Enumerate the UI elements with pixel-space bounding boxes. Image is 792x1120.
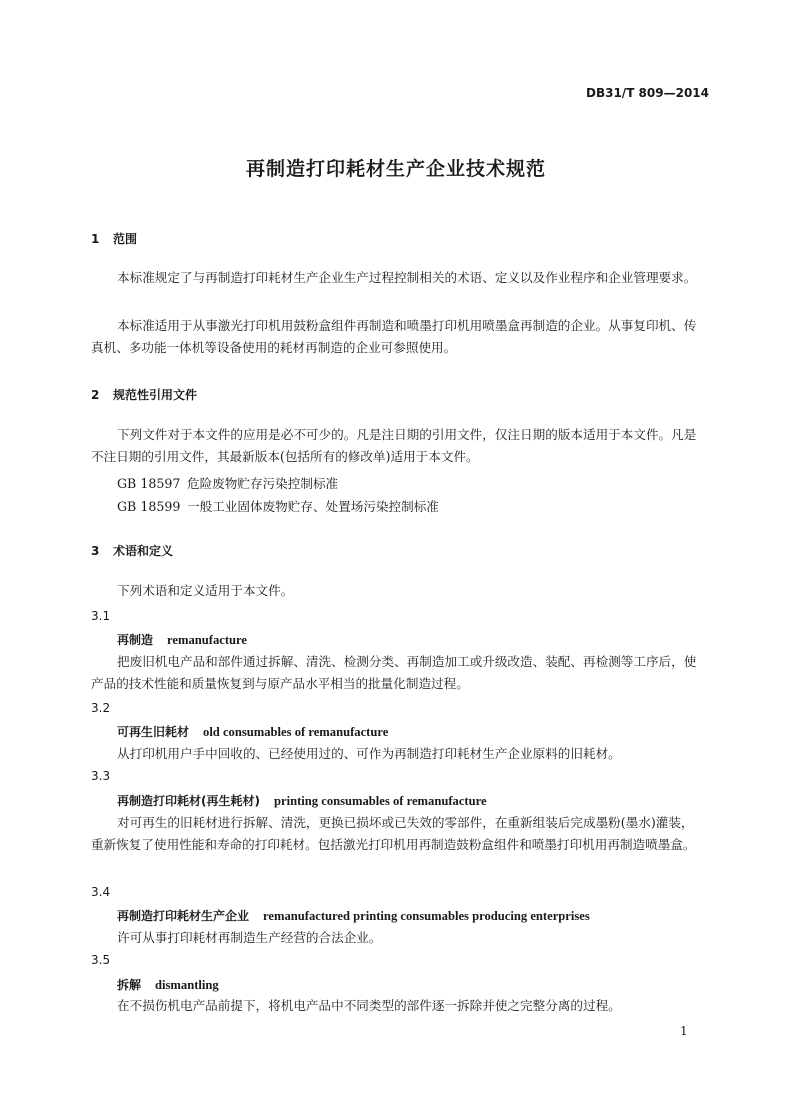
section-3-heading [91,542,173,559]
reference-title: 危险废物贮存污染控制标准 [187,476,339,491]
term-number: 3.3 [91,769,111,783]
term-en: remanufactured printing consumables producing enterprises [263,909,590,923]
term-heading [117,631,247,648]
term-zh: 拆解 [117,978,142,992]
section-number: 1 [91,232,100,246]
section-3-intro: 下列术语和定义适用于本文件。 [117,583,294,598]
term-heading [117,907,590,924]
term-heading [117,792,487,809]
section-1-paragraph-1: 本标准规定了与再制造打印耗材生产企业生产过程控制相关的术语、定义以及作业程序和企业管理要求。 [117,270,697,285]
term-en: dismantling [155,978,219,992]
term-zh: 再制造 [117,633,154,647]
reference-code: GB 18597 [117,476,181,491]
term-number: 3.5 [91,953,111,967]
section-1-heading [91,230,137,247]
term-definition: 在不损伤机电产品前提下，将机电产品中不同类型的部件逐一拆除并使之完整分离的过程。 [117,998,621,1013]
term-number: 3.4 [91,885,111,899]
reference-item [117,496,439,515]
section-title: 范围 [113,232,138,246]
term-definition: 从打印机用户手中回收的、已经使用过的、可作为再制造打印耗材生产企业原料的旧耗材。 [117,746,621,761]
section-2-heading [91,386,197,403]
page-number: 1 [680,1024,688,1038]
term-zh: 再制造打印耗材(再生耗材) [117,794,260,808]
term-en: remanufacture [167,633,247,647]
reference-item [117,473,338,492]
term-en: old consumables of remanufacture [203,725,389,739]
standard-number: DB31/T 809—2014 [586,86,709,100]
section-1-paragraph-2: 本标准适用于从事激光打印机用鼓粉盒组件再制造和喷墨打印机用喷墨盒再制造的企业。从事复印机、传真机、多功能一体机等设备使用的耗材再制造的企业可参照使用。 [91,318,697,355]
section-number: 3 [91,544,100,558]
term-number: 3.1 [91,609,111,623]
term-heading [117,723,388,740]
term-definition: 对可再生的旧耗材进行拆解、清洗，更换已损坏或已失效的零部件，在重新组装后完成墨粉(墨水)灌装，重新恢复了使用性能和寿命的打印耗材。包括激光打印机用再制造鼓粉盒组件和喷墨打印机用再制造喷墨盒。 [91,815,696,852]
term-heading [117,976,219,993]
term-zh: 再制造打印耗材生产企业 [117,909,250,923]
term-zh: 可再生旧耗材 [117,725,190,739]
section-number: 2 [91,388,100,402]
reference-title: 一般工业固体废物贮存、处置场污染控制标准 [187,499,439,514]
term-definition: 把废旧机电产品和部件通过拆解、清洗、检测分类、再制造加工或升级改造、装配、再检测等工序后，使产品的技术性能和质量恢复到与原产品水平相当的批量化制造过程。 [91,654,697,691]
section-title: 术语和定义 [113,544,174,558]
term-number: 3.2 [91,701,111,715]
section-2-paragraph: 下列文件对于本文件的应用是必不可少的。凡是注日期的引用文件，仅注日期的版本适用于本文件。凡是不注日期的引用文件，其最新版本(包括所有的修改单)适用于本文件。 [91,427,697,464]
reference-code: GB 18599 [117,499,181,514]
term-en: printing consumables of remanufacture [273,794,487,808]
document-title: 再制造打印耗材生产企业技术规范 [245,158,546,180]
section-title: 规范性引用文件 [113,388,198,402]
term-definition: 许可从事打印耗材再制造生产经营的合法企业。 [117,930,382,945]
